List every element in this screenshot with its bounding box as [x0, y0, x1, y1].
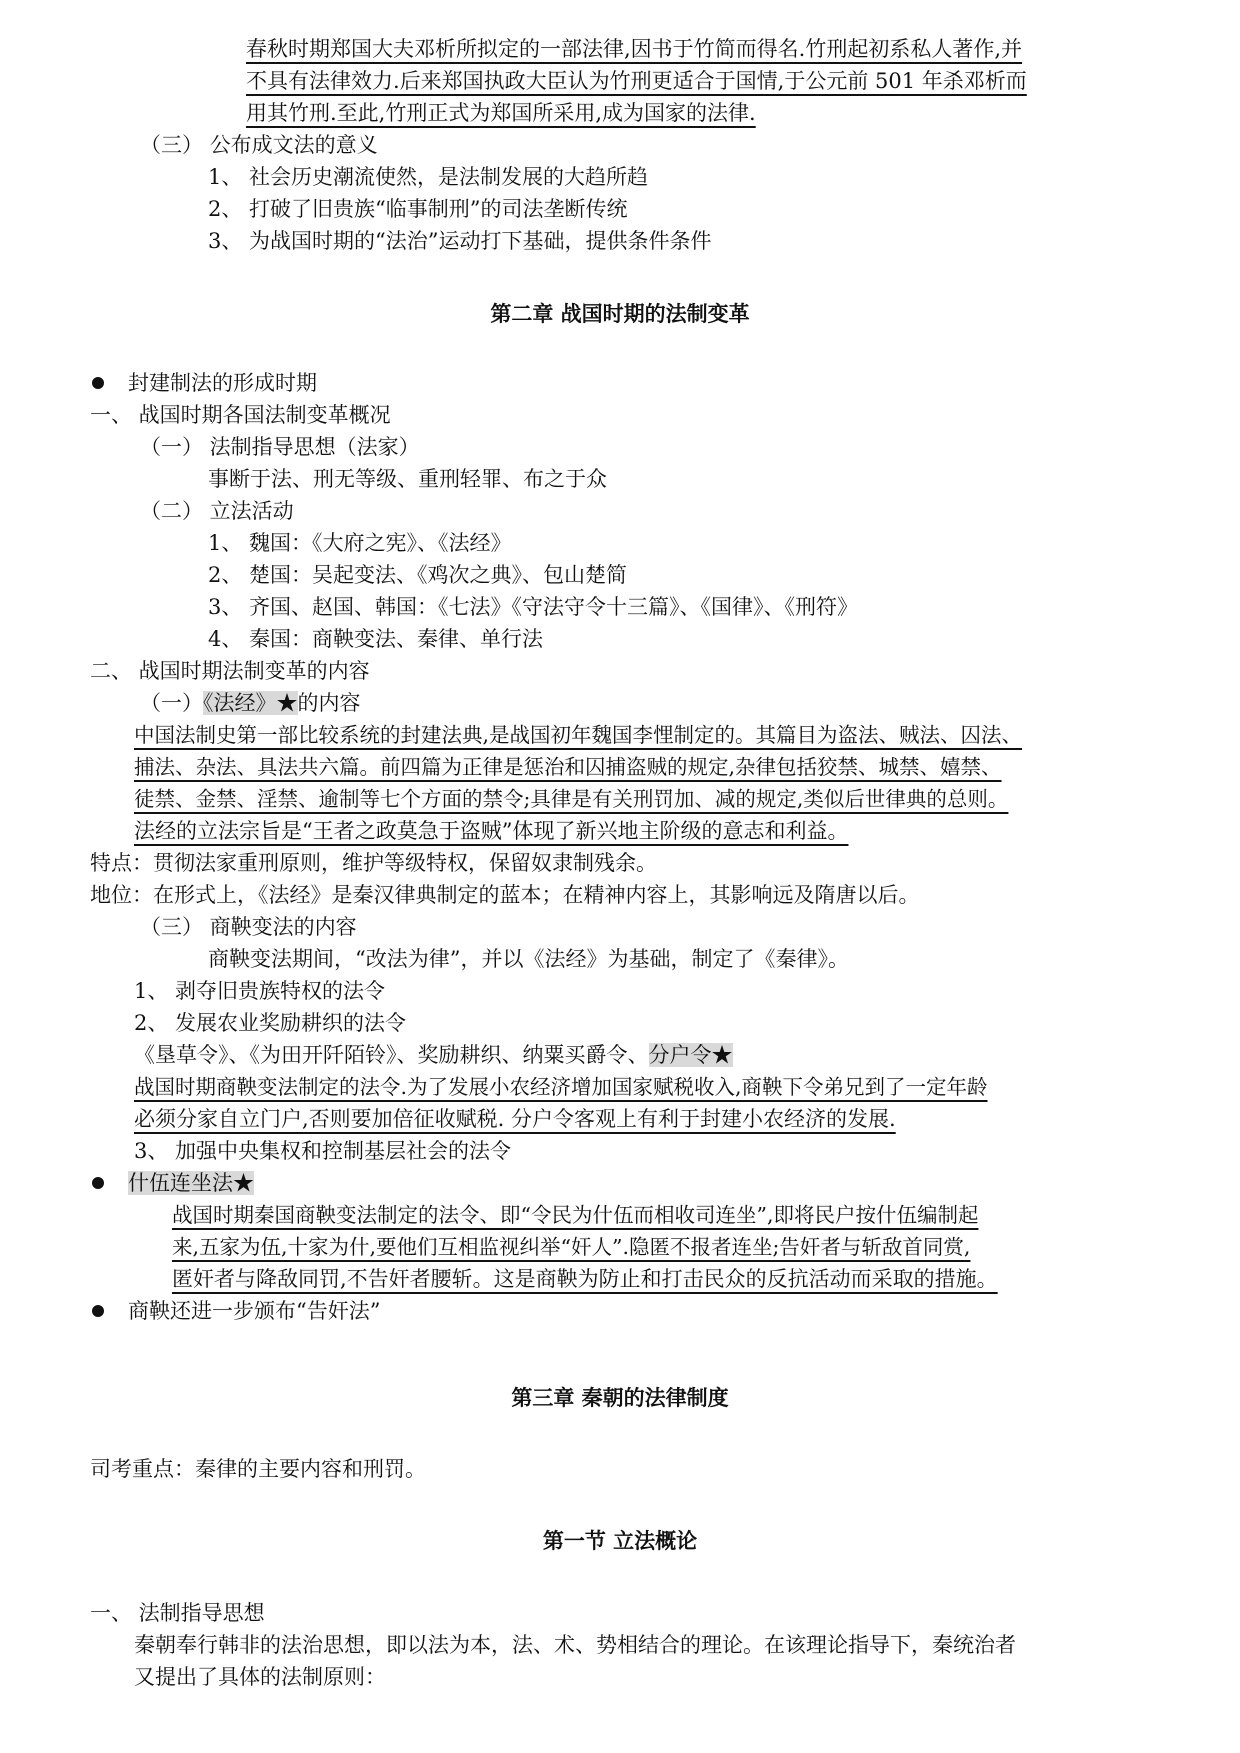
- zhuxing-line-3: 用其竹刑.至此,竹刑正式为郑国所采用,成为国家的法律.: [246, 101, 756, 125]
- shiwu-highlight: 什伍连坐法★: [128, 1171, 254, 1195]
- guiding-thought-heading: 一、 法制指导思想: [90, 1601, 265, 1625]
- significance-heading: （三） 公布成文法的意义: [140, 133, 378, 157]
- agri-laws-text: 《垦草令》、《为田开阡陌铃》、奖励耕织、纳粟买爵令、: [134, 1043, 649, 1067]
- guiding-text: 事断于法、刑无等级、重刑轻罪、布之于众: [208, 467, 607, 491]
- section-1-title: 第一节 立法概论: [542, 1529, 698, 1553]
- fajing-feature: 特点：贯彻法家重刑原则，维护等级特权，保留奴隶制残余。: [90, 851, 657, 875]
- fajing-line-4: 法经的立法宗旨是“王者之政莫急于盗贼”体现了新兴地主阶级的意志和利益。: [134, 819, 849, 843]
- exam-focus: 司考重点：秦律的主要内容和刑罚。: [90, 1457, 426, 1481]
- fenhu-line-2: 必须分家自立门户,否则要加倍征收赋税. 分户令客观上有利于封建小农经济的发展.: [134, 1107, 896, 1131]
- bullet-dot-icon: [92, 377, 104, 389]
- shangyang-intro: 商鞅变法期间，“改法为律”，并以《法经》为基础，制定了《秦律》。: [208, 947, 849, 971]
- section-1-heading: 一、 战国时期各国法制变革概况: [90, 403, 391, 427]
- chapter-2-title: 第二章 战国时期的法制变革: [490, 302, 750, 326]
- bullet-formation-period: [92, 367, 317, 399]
- shangyang-item-1: 1、 剥夺旧贵族特权的法令: [134, 979, 386, 1003]
- section-2-heading: 二、 战国时期法制变革的内容: [90, 659, 370, 683]
- bullet-dot-icon: [92, 1305, 104, 1317]
- shiwu-line-1: 战国时期秦国商鞅变法制定的法令、即“令民为什伍而相收司连坐”,即将民户按什伍编制起: [172, 1203, 979, 1227]
- fajing-line-3: 徒禁、金禁、淫禁、逾制等七个方面的禁令;具律是有关刑罚加、减的规定,类似后世律典的总则。: [134, 787, 1009, 811]
- fajing-line-2: 捕法、杂法、具法共六篇。前四篇为正律是惩治和囚捕盗贼的规定,杂律包括狡禁、城禁、嬉禁、: [134, 755, 1002, 779]
- fajing-highlight: 《法经》★: [203, 691, 298, 715]
- fenhu-highlight: 分户令★: [648, 1043, 733, 1067]
- bullet-dot-icon: [92, 1177, 104, 1189]
- bullet-formation-text: 封建制法的形成时期: [128, 371, 317, 395]
- legislation-heading: （二） 立法活动: [140, 499, 294, 523]
- fajing-prefix: （一）: [140, 691, 203, 715]
- chapter-3-title: 第三章 秦朝的法律制度: [511, 1386, 729, 1410]
- legislation-item-2: 2、 楚国：吴起变法、《鸡次之典》、包山楚简: [208, 563, 628, 587]
- zhuxing-line-2: 不具有法律效力.后来郑国执政大臣认为竹刑更适合于国情,于公元前 501 年杀邓析而: [246, 69, 1027, 93]
- qin-text-line-1: 秦朝奉行韩非的法治思想，即以法为本，法、术、势相结合的理论。在该理论指导下，秦统治者: [134, 1633, 1016, 1657]
- agri-laws-line: [134, 1039, 733, 1071]
- shiwu-line-3: 匿奸者与降敌同罚,不告奸者腰斩。这是商鞅为防止和打击民众的反抗活动而采取的措施。: [172, 1267, 998, 1291]
- bullet-shiwu: [92, 1167, 254, 1199]
- fajing-heading: [140, 687, 361, 719]
- shangyang-item-3: 3、 加强中央集权和控制基层社会的法令: [134, 1139, 512, 1163]
- legislation-item-1: 1、 魏国：《大府之宪》、《法经》: [208, 531, 512, 555]
- fenhu-line-1: 战国时期商鞅变法制定的法令.为了发展小农经济增加国家赋税收入,商鞅下令弟兄到了一定年龄: [134, 1075, 988, 1099]
- legislation-item-3: 3、 齐国、赵国、韩国：《七法》《守法守令十三篇》、《国律》、《刑符》: [208, 595, 859, 619]
- significance-item-3: 3、 为战国时期的“法治”运动打下基础，提供条件条件: [208, 229, 712, 253]
- shangyang-heading: （三） 商鞅变法的内容: [140, 915, 357, 939]
- shangyang-item-2: 2、 发展农业奖励耕织的法令: [134, 1011, 407, 1035]
- significance-item-1: 1、 社会历史潮流使然，是法制发展的大趋所趋: [208, 165, 649, 189]
- zhuxing-line-1: 春秋时期郑国大夫邓析所拟定的一部法律,因书于竹简而得名.竹刑起初系私人著作,并: [246, 37, 1023, 61]
- qin-text-line-2: 又提出了具体的法制原则：: [134, 1665, 386, 1689]
- fajing-line-1: 中国法制史第一部比较系统的封建法典,是战国初年魏国李悝制定的。其篇目为盗法、贼法、囚法、: [134, 723, 1023, 747]
- significance-item-2: 2、 打破了旧贵族“临事制刑”的司法垄断传统: [208, 197, 628, 221]
- bullet-gaojian: [92, 1295, 380, 1327]
- shiwu-line-2: 来,五家为伍,十家为什,要他们互相监视纠举“奸人”.隐匿不报者连坐;告奸者与斩敌首同赏,: [172, 1235, 971, 1259]
- fajing-suffix: 的内容: [297, 691, 361, 715]
- legislation-item-4: 4、 秦国：商鞅变法、秦律、单行法: [208, 627, 544, 651]
- bullet-gaojian-text: 商鞅还进一步颁布“告奸法”: [128, 1299, 381, 1323]
- guiding-heading: （一） 法制指导思想（法家）: [140, 435, 420, 459]
- fajing-status: 地位：在形式上，《法经》是秦汉律典制定的蓝本；在精神内容上，其影响远及隋唐以后。: [90, 883, 920, 907]
